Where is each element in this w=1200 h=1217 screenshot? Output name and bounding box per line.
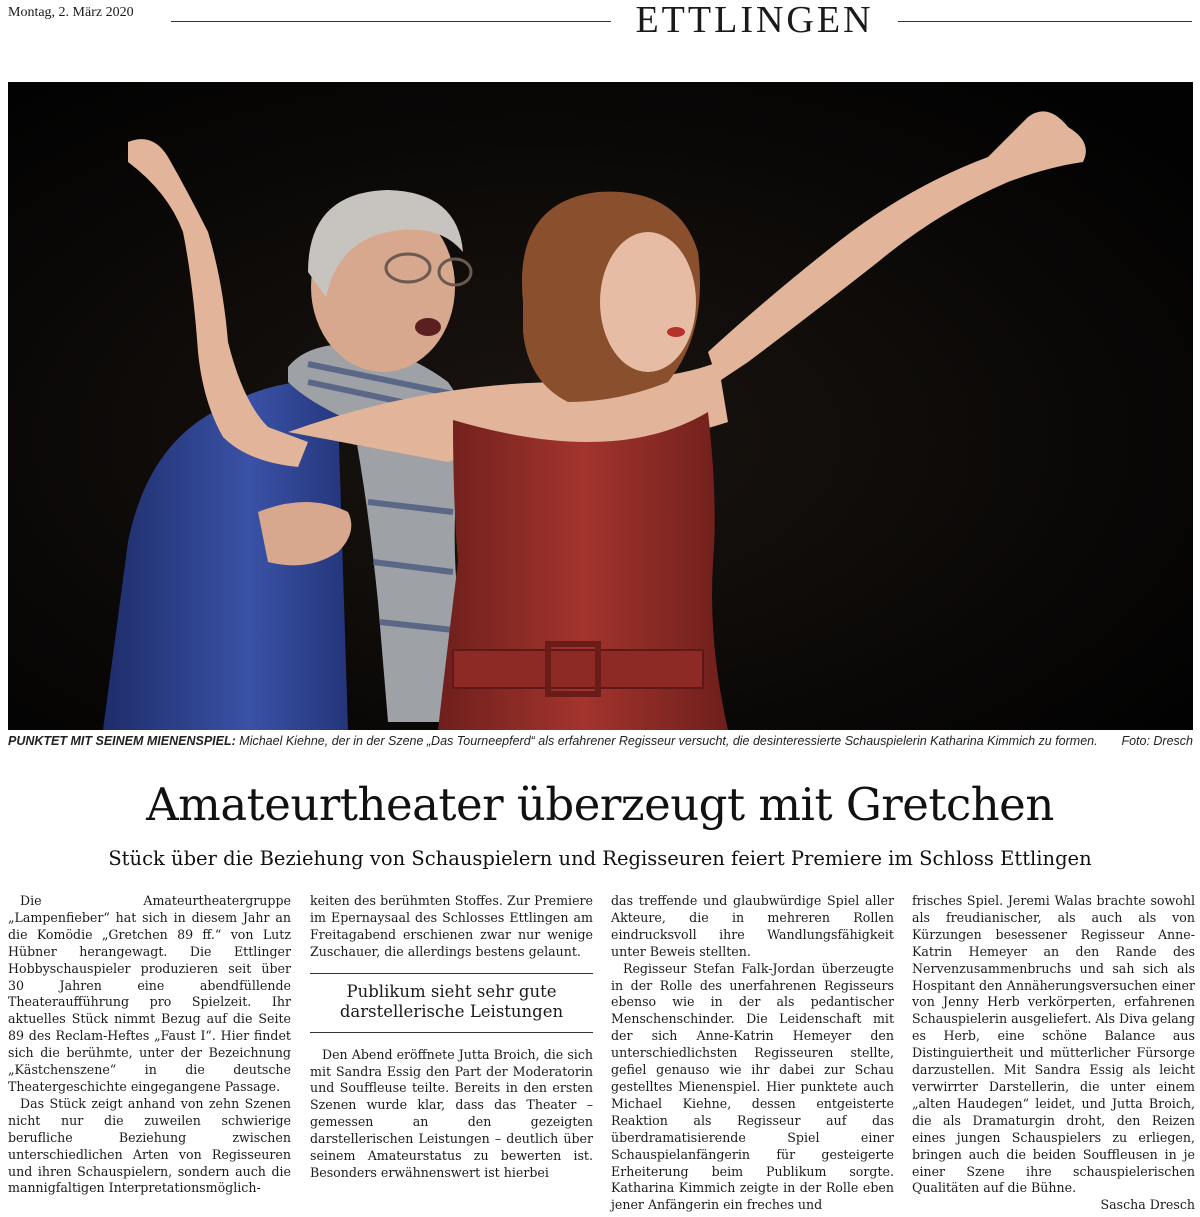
author-byline: Sascha Dresch bbox=[1100, 1197, 1195, 1213]
paragraph: Die Amateurtheatergruppe „Lampenfieber“ hat sich in diesem Jahr an die Komödie „Gretchen 89 ff.“ von Lutz Hübner herangewagt. Die Ettlinger Hobbyschauspieler produzieren seit über 30 Jahren eine abendfüllende Theateraufführung pro Spielzeit. Ihr aktuelles Stück nimmt Bezug auf die Seite 89 des Reclam-Heftes „Faust I“. Hier findet sich die berühmte, unter der Bezeichnung „Kästchenszene“ in die deutsche Theatergeschichte eingegangene Passage. bbox=[8, 893, 291, 1094]
caption-lead: PUNKTET MIT SEINEM MIENENSPIEL: bbox=[8, 734, 236, 748]
photo-caption bbox=[8, 734, 1193, 749]
caption-text: Michael Kiehne, der in der Szene „Das Tourneepferd“ als erfahrener Regisseur versucht, die desinteressierte Schauspielerin Katharina Kimmich zu formen. bbox=[239, 734, 1098, 748]
section-title: ETTLINGEN bbox=[635, 0, 874, 41]
paragraph: keiten des berühmten Stoffes. Zur Premiere im Epernaysaal des Schlosses Ettlingen am Freitagabend erschienen zwar nur wenige Zuschauer, die allerdings bestens gelaunt. bbox=[310, 893, 593, 959]
article-body bbox=[8, 893, 1193, 1213]
page-header bbox=[8, 0, 1192, 40]
photo-credit: Foto: Dresch bbox=[1121, 734, 1193, 748]
paragraph: das treffende und glaubwürdige Spiel aller Akteure, die in mehreren Rollen eindrucksvoll ihre Wandlungsfähigkeit unter Beweis stellten. bbox=[611, 893, 894, 959]
column-4 bbox=[912, 893, 1195, 1214]
article-subheadline: Stück über die Beziehung von Schauspielern und Regisseuren feiert Premiere im Schloss Ettlingen bbox=[108, 847, 1092, 870]
paragraph: frisches Spiel. Jeremi Walas brachte sowohl als freudianischer, als auch als von Kürzungen besessener Regisseur Anne-Katrin Hemeyer an den Rande des Nervenzusammenbruchs und sah sich als Hospitant den Annäherungsversuchen einer von Jenny Herb verkörperten, erfahrenen Schauspielerin ausgeliefert. Als Diva gelang es Herb, eine schöne Balance aus Distinguiertheit und mütterlicher Fürsorge darzustellen. Mit Sandra Essig als leicht verwirrter Darstellerin, die unter einem „alten Haudegen“ leidet, und Jutta Broich, die als Dramaturgin droht, den Reizen eines jungen Schauspielers zu erliegen, bringen auch die beiden Souffleusen in je einer Szene ihre schauspielerischen Qualitäten auf die Bühne. bbox=[912, 893, 1195, 1196]
paragraph: Regisseur Stefan Falk-Jordan überzeugte in der Rolle des unerfahrenen Regisseurs ebenso wie in der als pedantischer Menschenschinder. Die Leidenschaft mit der sich Anne-Katrin Hemeyer den unterschiedlichsten Regisseuren stellte, gefiel genauso wie ihr dabei zur Schau gestelltes Mienenspiel. Hier punktete auch Michael Kiehne, dessen entgeisterte Reaktion als Regisseur auf das überdramatisierende Spiel einer Schauspielanfängerin für gesteigerte Erheiterung beim Publikum sorgte. Katharina Kimmich zeigte in der Rolle eben jener Anfängerin ein freches und bbox=[611, 960, 894, 1213]
article-headline: Amateurtheater überzeugt mit Gretchen bbox=[146, 778, 1054, 831]
woman-belt bbox=[453, 650, 703, 688]
stage-scene-illustration bbox=[8, 82, 1193, 730]
woman-face bbox=[600, 232, 696, 372]
column-1 bbox=[8, 893, 291, 1197]
header-rule-left bbox=[171, 21, 611, 22]
column-3 bbox=[611, 893, 894, 1214]
paragraph: Den Abend eröffnete Jutta Broich, die sich mit Sandra Essig den Part der Moderatorin und Souffleuse teilte. Bereits in den ersten Szenen wurde klar, dass das Theater – gemessen an den gezeigten darstellerischen Leistungen – deutlich über seinem Amateurstatus zu bewerten ist. Besonders erwähnenswert ist hierbei bbox=[310, 1046, 593, 1180]
column-2 bbox=[310, 893, 593, 1182]
article-photo bbox=[8, 82, 1193, 730]
issue-date: Montag, 2. März 2020 bbox=[8, 5, 134, 20]
paragraph: Das Stück zeigt anhand von zehn Szenen nicht nur die zuweilen schwierige berufliche Beziehung zwischen unterschiedlichen Arten von Regisseuren und ihren Schauspielern, sondern auch die mannigfaltigen Interpretationsmöglich- bbox=[8, 1095, 291, 1196]
header-rule-right bbox=[898, 21, 1192, 22]
intermediate-heading: Publikum sieht sehr gute darstellerische Leistungen bbox=[310, 973, 593, 1033]
